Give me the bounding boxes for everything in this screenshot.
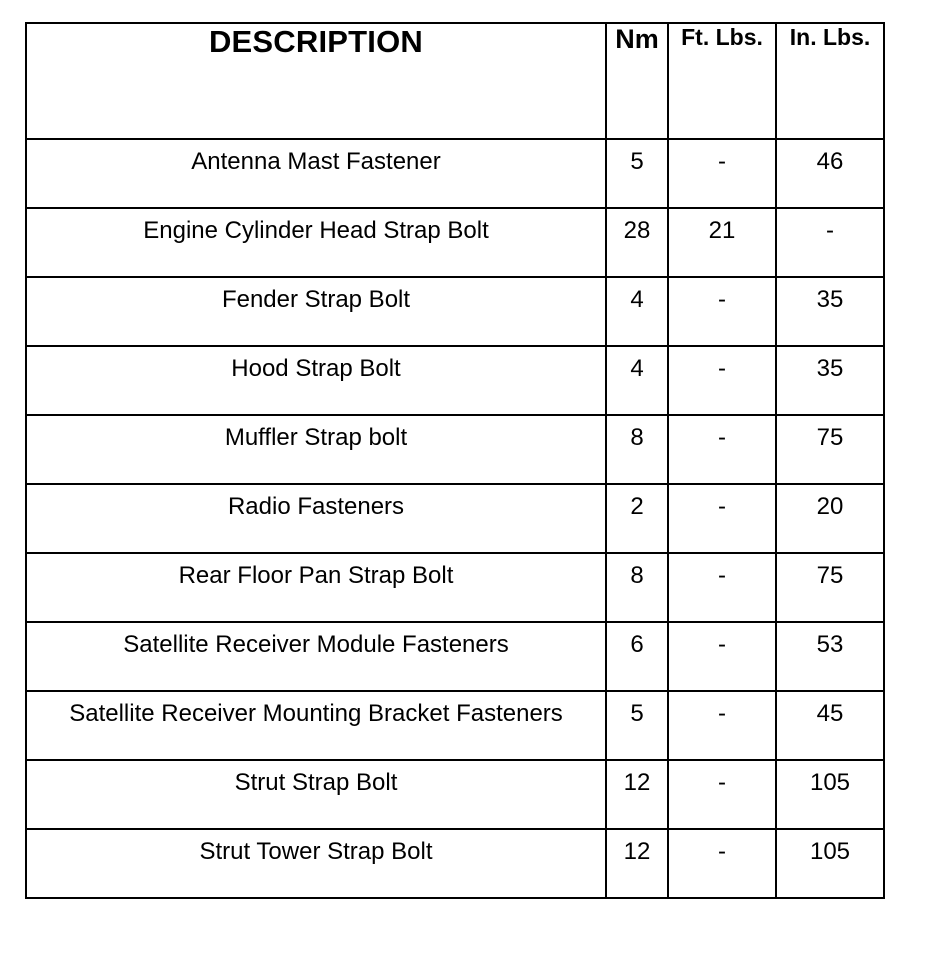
column-header-in-lbs: In. Lbs. [776,23,884,139]
cell-description: Radio Fasteners [26,484,606,553]
cell-ft-lbs: - [668,760,776,829]
table-row [26,691,884,760]
table-row [26,208,884,277]
cell-nm: 4 [606,277,668,346]
cell-in-lbs: 35 [776,346,884,415]
cell-in-lbs: 53 [776,622,884,691]
cell-ft-lbs: - [668,829,776,898]
column-header-ft-lbs: Ft. Lbs. [668,23,776,139]
cell-nm: 5 [606,691,668,760]
cell-ft-lbs: - [668,277,776,346]
cell-description: Antenna Mast Fastener [26,139,606,208]
cell-nm: 12 [606,829,668,898]
cell-nm: 28 [606,208,668,277]
cell-description: Muffler Strap bolt [26,415,606,484]
cell-ft-lbs: 21 [668,208,776,277]
cell-in-lbs: 105 [776,829,884,898]
cell-ft-lbs: - [668,553,776,622]
cell-in-lbs: 45 [776,691,884,760]
cell-nm: 2 [606,484,668,553]
cell-description: Rear Floor Pan Strap Bolt [26,553,606,622]
table-row [26,760,884,829]
cell-nm: 8 [606,415,668,484]
table-row [26,553,884,622]
cell-in-lbs: 35 [776,277,884,346]
table-row [26,139,884,208]
table-header-row [26,23,884,139]
cell-ft-lbs: - [668,415,776,484]
cell-in-lbs: 75 [776,415,884,484]
column-header-nm: Nm [606,23,668,139]
cell-in-lbs: - [776,208,884,277]
cell-ft-lbs: - [668,346,776,415]
table-row [26,829,884,898]
cell-description: Strut Tower Strap Bolt [26,829,606,898]
cell-nm: 6 [606,622,668,691]
cell-nm: 5 [606,139,668,208]
table-row [26,484,884,553]
table-row [26,622,884,691]
cell-nm: 12 [606,760,668,829]
cell-in-lbs: 105 [776,760,884,829]
table-row [26,277,884,346]
torque-spec-table [25,22,885,899]
table-row [26,415,884,484]
table-row [26,346,884,415]
cell-nm: 8 [606,553,668,622]
cell-in-lbs: 46 [776,139,884,208]
cell-description: Fender Strap Bolt [26,277,606,346]
cell-description: Engine Cylinder Head Strap Bolt [26,208,606,277]
cell-ft-lbs: - [668,622,776,691]
table-body [26,139,884,898]
cell-in-lbs: 20 [776,484,884,553]
cell-description: Satellite Receiver Mounting Bracket Fasteners [26,691,606,760]
cell-ft-lbs: - [668,484,776,553]
column-header-description: DESCRIPTION [26,23,606,139]
cell-nm: 4 [606,346,668,415]
cell-in-lbs: 75 [776,553,884,622]
cell-ft-lbs: - [668,691,776,760]
cell-description: Hood Strap Bolt [26,346,606,415]
cell-description: Satellite Receiver Module Fasteners [26,622,606,691]
cell-ft-lbs: - [668,139,776,208]
cell-description: Strut Strap Bolt [26,760,606,829]
